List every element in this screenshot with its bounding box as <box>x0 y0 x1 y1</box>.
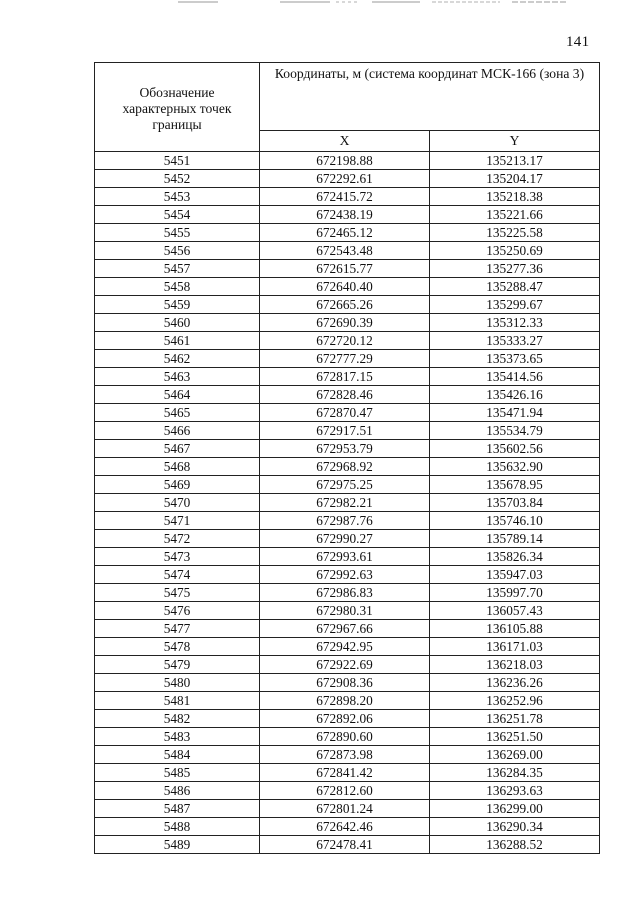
table-row <box>95 188 600 206</box>
table-row <box>95 278 600 296</box>
point-id-cell: 5472 <box>95 530 260 548</box>
x-coordinate-cell: 672812.60 <box>260 782 430 800</box>
table-row <box>95 566 600 584</box>
x-coordinate-cell: 672615.77 <box>260 260 430 278</box>
x-coordinate-cell: 672975.25 <box>260 476 430 494</box>
y-coordinate-cell: 135426.16 <box>430 386 600 404</box>
scan-artifact-marks <box>0 0 640 6</box>
y-column-header: Y <box>430 130 600 151</box>
point-id-cell: 5461 <box>95 332 260 350</box>
x-coordinate-cell: 672992.63 <box>260 566 430 584</box>
y-coordinate-cell: 136269.00 <box>430 746 600 764</box>
table-row <box>95 476 600 494</box>
y-coordinate-cell: 136288.52 <box>430 836 600 854</box>
point-id-cell: 5454 <box>95 206 260 224</box>
x-coordinate-cell: 672292.61 <box>260 170 430 188</box>
point-id-cell: 5475 <box>95 584 260 602</box>
x-coordinate-cell: 672898.20 <box>260 692 430 710</box>
x-coordinate-cell: 672415.72 <box>260 188 430 206</box>
point-id-cell: 5456 <box>95 242 260 260</box>
x-coordinate-cell: 672438.19 <box>260 206 430 224</box>
point-id-cell: 5462 <box>95 350 260 368</box>
y-coordinate-cell: 136105.88 <box>430 620 600 638</box>
x-coordinate-cell: 672908.36 <box>260 674 430 692</box>
point-id-cell: 5474 <box>95 566 260 584</box>
table-row <box>95 458 600 476</box>
point-id-cell: 5459 <box>95 296 260 314</box>
y-coordinate-cell: 135947.03 <box>430 566 600 584</box>
x-coordinate-cell: 672801.24 <box>260 800 430 818</box>
y-coordinate-cell: 136218.03 <box>430 656 600 674</box>
table-row <box>95 332 600 350</box>
point-id-cell: 5485 <box>95 764 260 782</box>
point-id-cell: 5486 <box>95 782 260 800</box>
table-row <box>95 440 600 458</box>
y-coordinate-cell: 135312.33 <box>430 314 600 332</box>
x-coordinate-cell: 672841.42 <box>260 764 430 782</box>
y-coordinate-cell: 135277.36 <box>430 260 600 278</box>
table-row <box>95 584 600 602</box>
coordinates-group-header: Координаты, м (система координат МСК-166 (зона 3) <box>260 63 600 131</box>
y-coordinate-cell: 135250.69 <box>430 242 600 260</box>
y-coordinate-cell: 136236.26 <box>430 674 600 692</box>
x-coordinate-cell: 672892.06 <box>260 710 430 728</box>
point-id-cell: 5453 <box>95 188 260 206</box>
table-row <box>95 350 600 368</box>
table-row <box>95 836 600 854</box>
y-coordinate-cell: 135333.27 <box>430 332 600 350</box>
y-coordinate-cell: 135632.90 <box>430 458 600 476</box>
point-id-cell: 5488 <box>95 818 260 836</box>
table-row <box>95 422 600 440</box>
x-coordinate-cell: 672690.39 <box>260 314 430 332</box>
table-row <box>95 494 600 512</box>
x-coordinate-cell: 672873.98 <box>260 746 430 764</box>
table-row <box>95 314 600 332</box>
y-coordinate-cell: 136171.03 <box>430 638 600 656</box>
point-id-cell: 5489 <box>95 836 260 854</box>
table-row <box>95 620 600 638</box>
y-coordinate-cell: 135218.38 <box>430 188 600 206</box>
table-row <box>95 782 600 800</box>
x-coordinate-cell: 672917.51 <box>260 422 430 440</box>
table-row <box>95 764 600 782</box>
x-coordinate-cell: 672987.76 <box>260 512 430 530</box>
y-coordinate-cell: 135826.34 <box>430 548 600 566</box>
x-coordinate-cell: 672968.92 <box>260 458 430 476</box>
y-coordinate-cell: 135221.66 <box>430 206 600 224</box>
y-coordinate-cell: 136284.35 <box>430 764 600 782</box>
x-coordinate-cell: 672720.12 <box>260 332 430 350</box>
page-number: 141 <box>566 34 590 50</box>
point-id-cell: 5465 <box>95 404 260 422</box>
x-column-header: X <box>260 130 430 151</box>
table-row <box>95 548 600 566</box>
y-coordinate-cell: 135534.79 <box>430 422 600 440</box>
y-coordinate-cell: 135678.95 <box>430 476 600 494</box>
table-row <box>95 242 600 260</box>
y-coordinate-cell: 135414.56 <box>430 368 600 386</box>
x-coordinate-cell: 672980.31 <box>260 602 430 620</box>
point-id-cell: 5467 <box>95 440 260 458</box>
point-id-cell: 5481 <box>95 692 260 710</box>
y-coordinate-cell: 136057.43 <box>430 602 600 620</box>
table-row <box>95 224 600 242</box>
y-coordinate-cell: 135471.94 <box>430 404 600 422</box>
point-id-cell: 5452 <box>95 170 260 188</box>
point-id-cell: 5455 <box>95 224 260 242</box>
coordinates-table <box>94 62 600 854</box>
point-id-cell: 5458 <box>95 278 260 296</box>
point-id-cell: 5478 <box>95 638 260 656</box>
table-row <box>95 404 600 422</box>
table-row <box>95 152 600 170</box>
point-id-cell: 5468 <box>95 458 260 476</box>
point-id-cell: 5473 <box>95 548 260 566</box>
x-coordinate-cell: 672828.46 <box>260 386 430 404</box>
table-row <box>95 710 600 728</box>
x-coordinate-cell: 672642.46 <box>260 818 430 836</box>
y-coordinate-cell: 135997.70 <box>430 584 600 602</box>
x-coordinate-cell: 672953.79 <box>260 440 430 458</box>
point-id-cell: 5460 <box>95 314 260 332</box>
y-coordinate-cell: 135204.17 <box>430 170 600 188</box>
table-row <box>95 728 600 746</box>
table-row <box>95 746 600 764</box>
table-row <box>95 386 600 404</box>
y-coordinate-cell: 135789.14 <box>430 530 600 548</box>
y-coordinate-cell: 136299.00 <box>430 800 600 818</box>
y-coordinate-cell: 135288.47 <box>430 278 600 296</box>
point-id-cell: 5471 <box>95 512 260 530</box>
table-row <box>95 818 600 836</box>
x-coordinate-cell: 672986.83 <box>260 584 430 602</box>
x-coordinate-cell: 672665.26 <box>260 296 430 314</box>
x-coordinate-cell: 672777.29 <box>260 350 430 368</box>
x-coordinate-cell: 672942.95 <box>260 638 430 656</box>
point-id-cell: 5483 <box>95 728 260 746</box>
x-coordinate-cell: 672990.27 <box>260 530 430 548</box>
table-row <box>95 206 600 224</box>
table-header <box>95 63 600 152</box>
point-id-cell: 5477 <box>95 620 260 638</box>
table-row <box>95 674 600 692</box>
point-id-cell: 5469 <box>95 476 260 494</box>
point-id-cell: 5476 <box>95 602 260 620</box>
table-row <box>95 602 600 620</box>
x-coordinate-cell: 672982.21 <box>260 494 430 512</box>
y-coordinate-cell: 136293.63 <box>430 782 600 800</box>
x-coordinate-cell: 672465.12 <box>260 224 430 242</box>
table-row <box>95 656 600 674</box>
point-id-cell: 5457 <box>95 260 260 278</box>
x-coordinate-cell: 672993.61 <box>260 548 430 566</box>
y-coordinate-cell: 135299.67 <box>430 296 600 314</box>
table-row <box>95 800 600 818</box>
point-id-cell: 5479 <box>95 656 260 674</box>
table-row <box>95 260 600 278</box>
x-coordinate-cell: 672543.48 <box>260 242 430 260</box>
point-id-cell: 5464 <box>95 386 260 404</box>
x-coordinate-cell: 672817.15 <box>260 368 430 386</box>
table-row <box>95 368 600 386</box>
point-id-cell: 5482 <box>95 710 260 728</box>
point-id-cell: 5487 <box>95 800 260 818</box>
x-coordinate-cell: 672478.41 <box>260 836 430 854</box>
x-coordinate-cell: 672870.47 <box>260 404 430 422</box>
y-coordinate-cell: 135373.65 <box>430 350 600 368</box>
y-coordinate-cell: 136290.34 <box>430 818 600 836</box>
table-body <box>95 152 600 854</box>
table-row <box>95 638 600 656</box>
point-id-cell: 5480 <box>95 674 260 692</box>
y-coordinate-cell: 135225.58 <box>430 224 600 242</box>
x-coordinate-cell: 672967.66 <box>260 620 430 638</box>
y-coordinate-cell: 136252.96 <box>430 692 600 710</box>
point-label-header: Обозначение характерных точек границы <box>95 63 260 152</box>
point-id-cell: 5466 <box>95 422 260 440</box>
x-coordinate-cell: 672922.69 <box>260 656 430 674</box>
table-row <box>95 692 600 710</box>
table-row <box>95 512 600 530</box>
table-row <box>95 530 600 548</box>
y-coordinate-cell: 136251.50 <box>430 728 600 746</box>
y-coordinate-cell: 135602.56 <box>430 440 600 458</box>
x-coordinate-cell: 672890.60 <box>260 728 430 746</box>
y-coordinate-cell: 135213.17 <box>430 152 600 170</box>
point-id-cell: 5451 <box>95 152 260 170</box>
y-coordinate-cell: 135703.84 <box>430 494 600 512</box>
table-row <box>95 296 600 314</box>
x-coordinate-cell: 672198.88 <box>260 152 430 170</box>
point-id-cell: 5463 <box>95 368 260 386</box>
y-coordinate-cell: 136251.78 <box>430 710 600 728</box>
table-row <box>95 170 600 188</box>
y-coordinate-cell: 135746.10 <box>430 512 600 530</box>
point-id-cell: 5470 <box>95 494 260 512</box>
x-coordinate-cell: 672640.40 <box>260 278 430 296</box>
point-id-cell: 5484 <box>95 746 260 764</box>
